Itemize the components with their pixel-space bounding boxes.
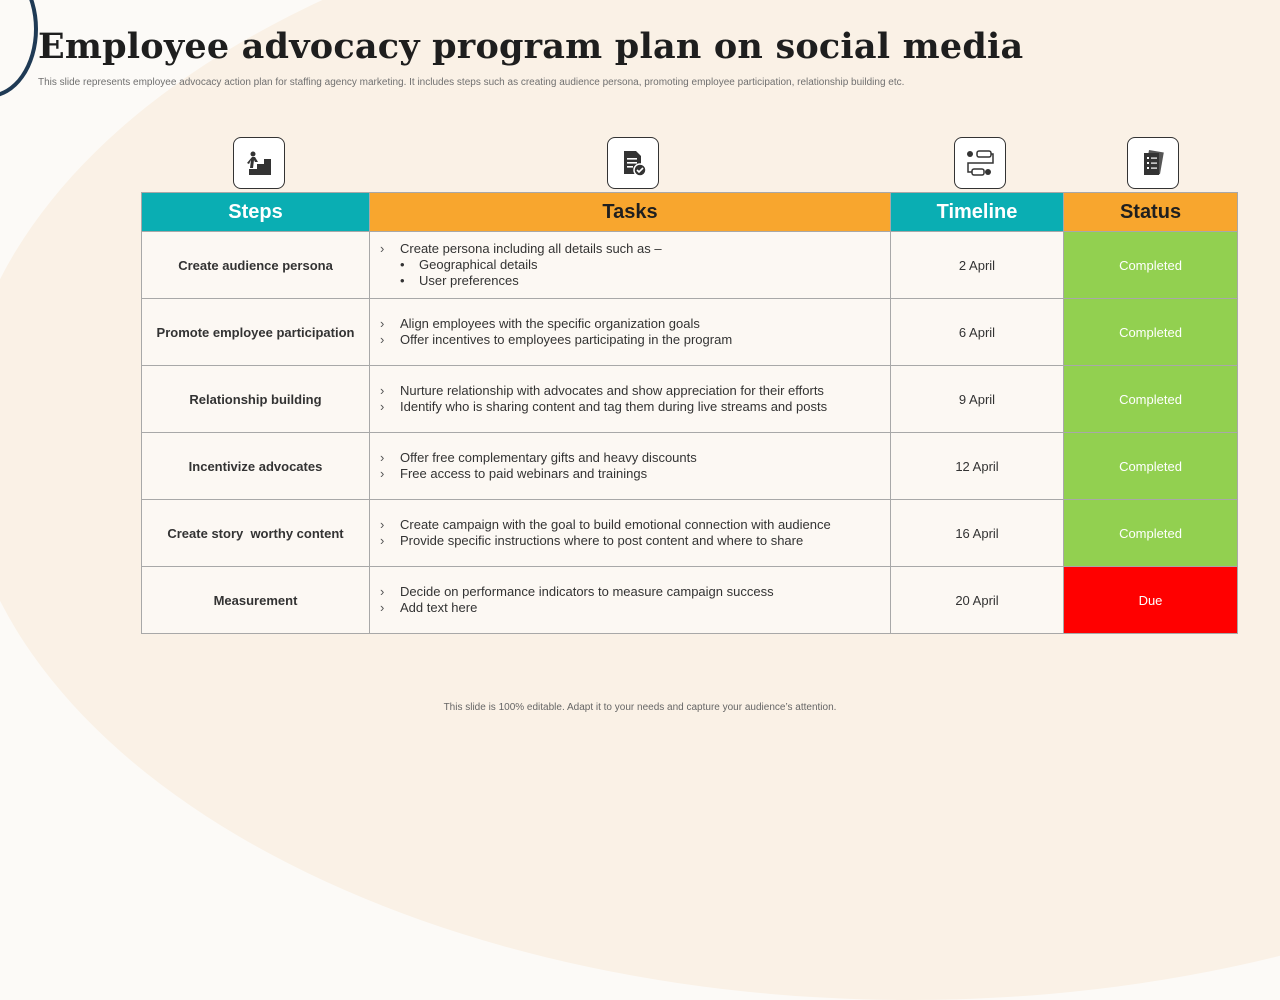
status-badge: Completed xyxy=(1064,299,1238,366)
document-check-icon xyxy=(607,137,659,189)
tasks-cell xyxy=(370,433,891,500)
timeline-cell: 2 April xyxy=(891,232,1064,299)
step-cell: Create audience persona xyxy=(142,232,370,299)
task-item: › Create campaign with the goal to build emotional connection with audience xyxy=(380,517,831,532)
task-item: › Create persona including all details such as – xyxy=(380,241,662,256)
timeline-cell: 6 April xyxy=(891,299,1064,366)
workflow-icon xyxy=(954,137,1006,189)
step-cell: Relationship building xyxy=(142,366,370,433)
task-item: › Free access to paid webinars and trainings xyxy=(380,466,648,481)
status-badge: Completed xyxy=(1064,433,1238,500)
table-row xyxy=(142,500,1238,567)
subtask-item: • User preferences xyxy=(400,273,519,288)
tasks-cell xyxy=(370,366,891,433)
task-item: › Decide on performance indicators to measure campaign success xyxy=(380,584,774,599)
plan-table xyxy=(141,192,1238,634)
checklist-icon xyxy=(1127,137,1179,189)
status-badge: Completed xyxy=(1064,366,1238,433)
task-item: › Align employees with the specific organization goals xyxy=(380,316,700,331)
header-timeline: Timeline xyxy=(891,193,1064,232)
status-badge: Due xyxy=(1064,567,1238,634)
step-cell: Measurement xyxy=(142,567,370,634)
header-status: Status xyxy=(1064,193,1238,232)
task-item: › Add text here xyxy=(380,600,478,615)
table-row xyxy=(142,299,1238,366)
footer-note: This slide is 100% editable. Adapt it to your needs and capture your audience’s attention. xyxy=(443,702,837,713)
page-title: Employee advocacy program plan on social media xyxy=(38,26,1024,67)
timeline-cell: 12 April xyxy=(891,433,1064,500)
task-item: › Provide specific instructions where to post content and where to share xyxy=(380,533,804,548)
table-header-row xyxy=(142,193,1238,232)
header-steps: Steps xyxy=(142,193,370,232)
step-cell: Incentivize advocates xyxy=(142,433,370,500)
tasks-cell xyxy=(370,567,891,634)
table-row xyxy=(142,433,1238,500)
table-row xyxy=(142,232,1238,299)
tasks-cell xyxy=(370,232,891,299)
corner-decoration xyxy=(0,0,38,98)
task-item: › Nurture relationship with advocates and show appreciation for their efforts xyxy=(380,383,824,398)
tasks-cell xyxy=(370,299,891,366)
header-tasks: Tasks xyxy=(370,193,891,232)
stairs-climb-icon xyxy=(233,137,285,189)
subtask-item: • Geographical details xyxy=(400,257,538,272)
task-item: › Identify who is sharing content and tag them during live streams and posts xyxy=(380,399,828,414)
table-row xyxy=(142,366,1238,433)
tasks-cell xyxy=(370,500,891,567)
status-badge: Completed xyxy=(1064,500,1238,567)
step-cell: Promote employee participation xyxy=(142,299,370,366)
timeline-cell: 9 April xyxy=(891,366,1064,433)
status-badge: Completed xyxy=(1064,232,1238,299)
timeline-cell: 20 April xyxy=(891,567,1064,634)
task-item: › Offer free complementary gifts and heavy discounts xyxy=(380,450,697,465)
step-cell: Create story worthy content xyxy=(142,500,370,567)
table-row xyxy=(142,567,1238,634)
timeline-cell: 16 April xyxy=(891,500,1064,567)
task-item: › Offer incentives to employees participating in the program xyxy=(380,332,733,347)
page-subtitle: This slide represents employee advocacy action plan for staffing agency marketing. It includes steps such as creating audience persona, promoting employee participation, relationship building etc. xyxy=(38,77,905,88)
